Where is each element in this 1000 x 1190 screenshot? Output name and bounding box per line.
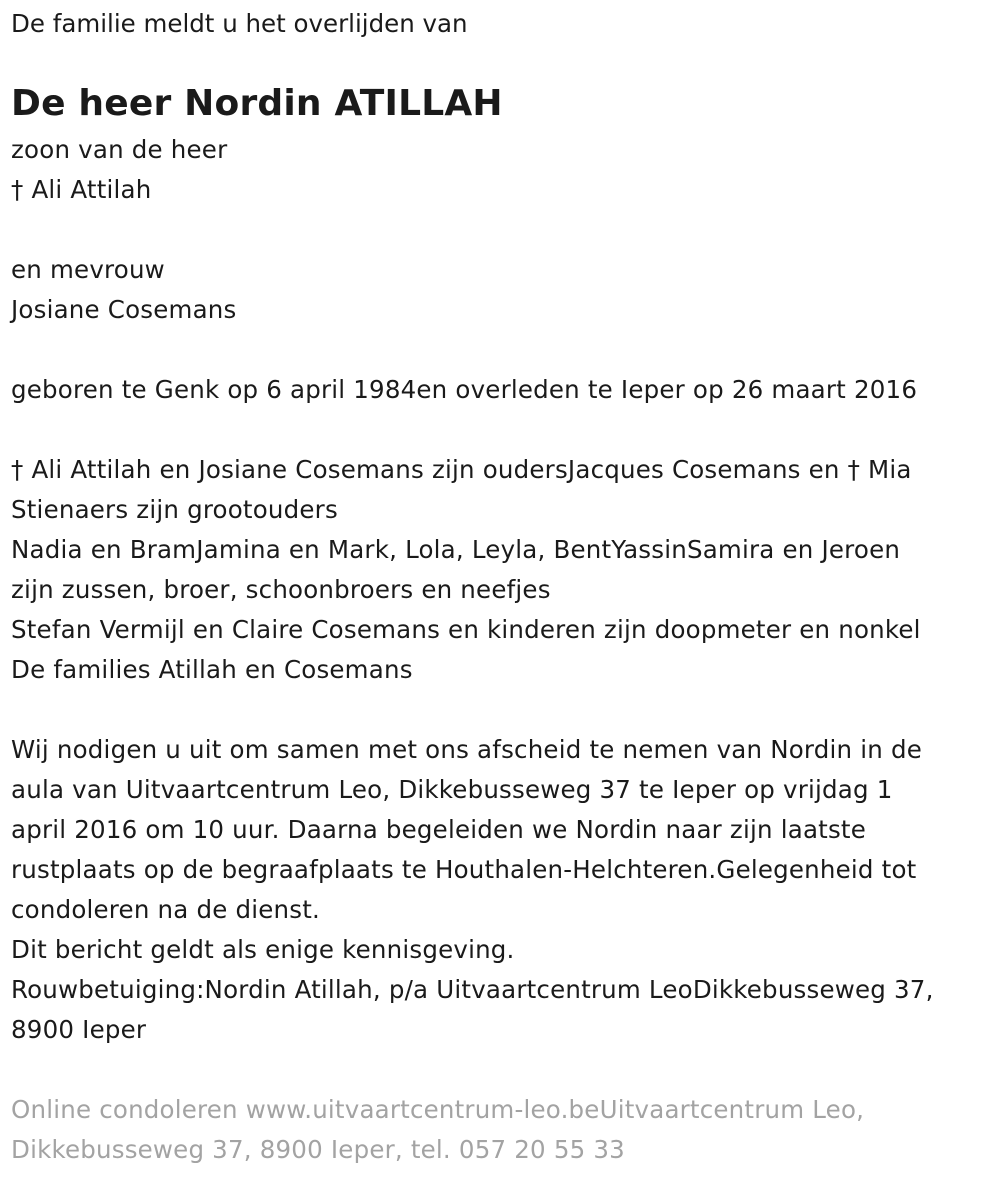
mother-name: Josiane Cosemans bbox=[11, 295, 237, 324]
spacer bbox=[11, 330, 988, 370]
invitation-line: Dit bericht geldt als enige kennisgeving. bbox=[11, 935, 515, 964]
spacer bbox=[11, 210, 988, 250]
birth-death-text: geboren te Genk op 6 april 1984en overleden te Ieper op 26 maart 2016 bbox=[11, 375, 918, 404]
spacer bbox=[11, 410, 988, 450]
family-line: † Ali Attilah en Josiane Cosemans zijn oudersJacques Cosemans en † Mia bbox=[11, 455, 912, 484]
invitation-line: rustplaats op de begraafplaats te Houthalen-Helchteren.Gelegenheid tot bbox=[11, 855, 917, 884]
family-section bbox=[11, 450, 988, 690]
invitation-line: condoleren na de dienst. bbox=[11, 895, 320, 924]
family-line: Nadia en BramJamina en Mark, Lola, Leyla, BentYassinSamira en Jeroen bbox=[11, 535, 901, 564]
family-line: De families Atillah en Cosemans bbox=[11, 655, 413, 684]
invitation-line: Rouwbetuiging:Nordin Atillah, p/a Uitvaartcentrum LeoDikkebusseweg 37, bbox=[11, 975, 934, 1004]
invitation-line: april 2016 om 10 uur. Daarna begeleiden we Nordin naar zijn laatste bbox=[11, 815, 867, 844]
family-line: zijn zussen, broer, schoonbroers en neefjes bbox=[11, 575, 551, 604]
father-intro: zoon van de heer bbox=[11, 135, 228, 164]
invitation-section bbox=[11, 730, 988, 1050]
invitation-line: 8900 Ieper bbox=[11, 1015, 147, 1044]
family-line: Stefan Vermijl en Claire Cosemans en kinderen zijn doopmeter en nonkel bbox=[11, 615, 921, 644]
invitation-line: Wij nodigen u uit om samen met ons afscheid te nemen van Nordin in de bbox=[11, 735, 922, 764]
footer-line: Online condoleren www.uitvaartcentrum-leo.beUitvaartcentrum Leo, bbox=[11, 1095, 865, 1124]
footer-line: Dikkebusseweg 37, 8900 Ieper, tel. 057 20 55 33 bbox=[11, 1135, 625, 1164]
family-line: Stienaers zijn grootouders bbox=[11, 495, 338, 524]
deceased-name: De heer Nordin ATILLAH bbox=[11, 83, 503, 124]
spacer bbox=[11, 1050, 988, 1090]
intro-text: De familie meldt u het overlijden van bbox=[11, 9, 468, 38]
father-name: † Ali Attilah bbox=[11, 175, 152, 204]
mother-intro: en mevrouw bbox=[11, 255, 165, 284]
spacer bbox=[11, 690, 988, 730]
invitation-line: aula van Uitvaartcentrum Leo, Dikkebusseweg 37 te Ieper op vrijdag 1 bbox=[11, 775, 893, 804]
footer-section bbox=[11, 1090, 988, 1170]
